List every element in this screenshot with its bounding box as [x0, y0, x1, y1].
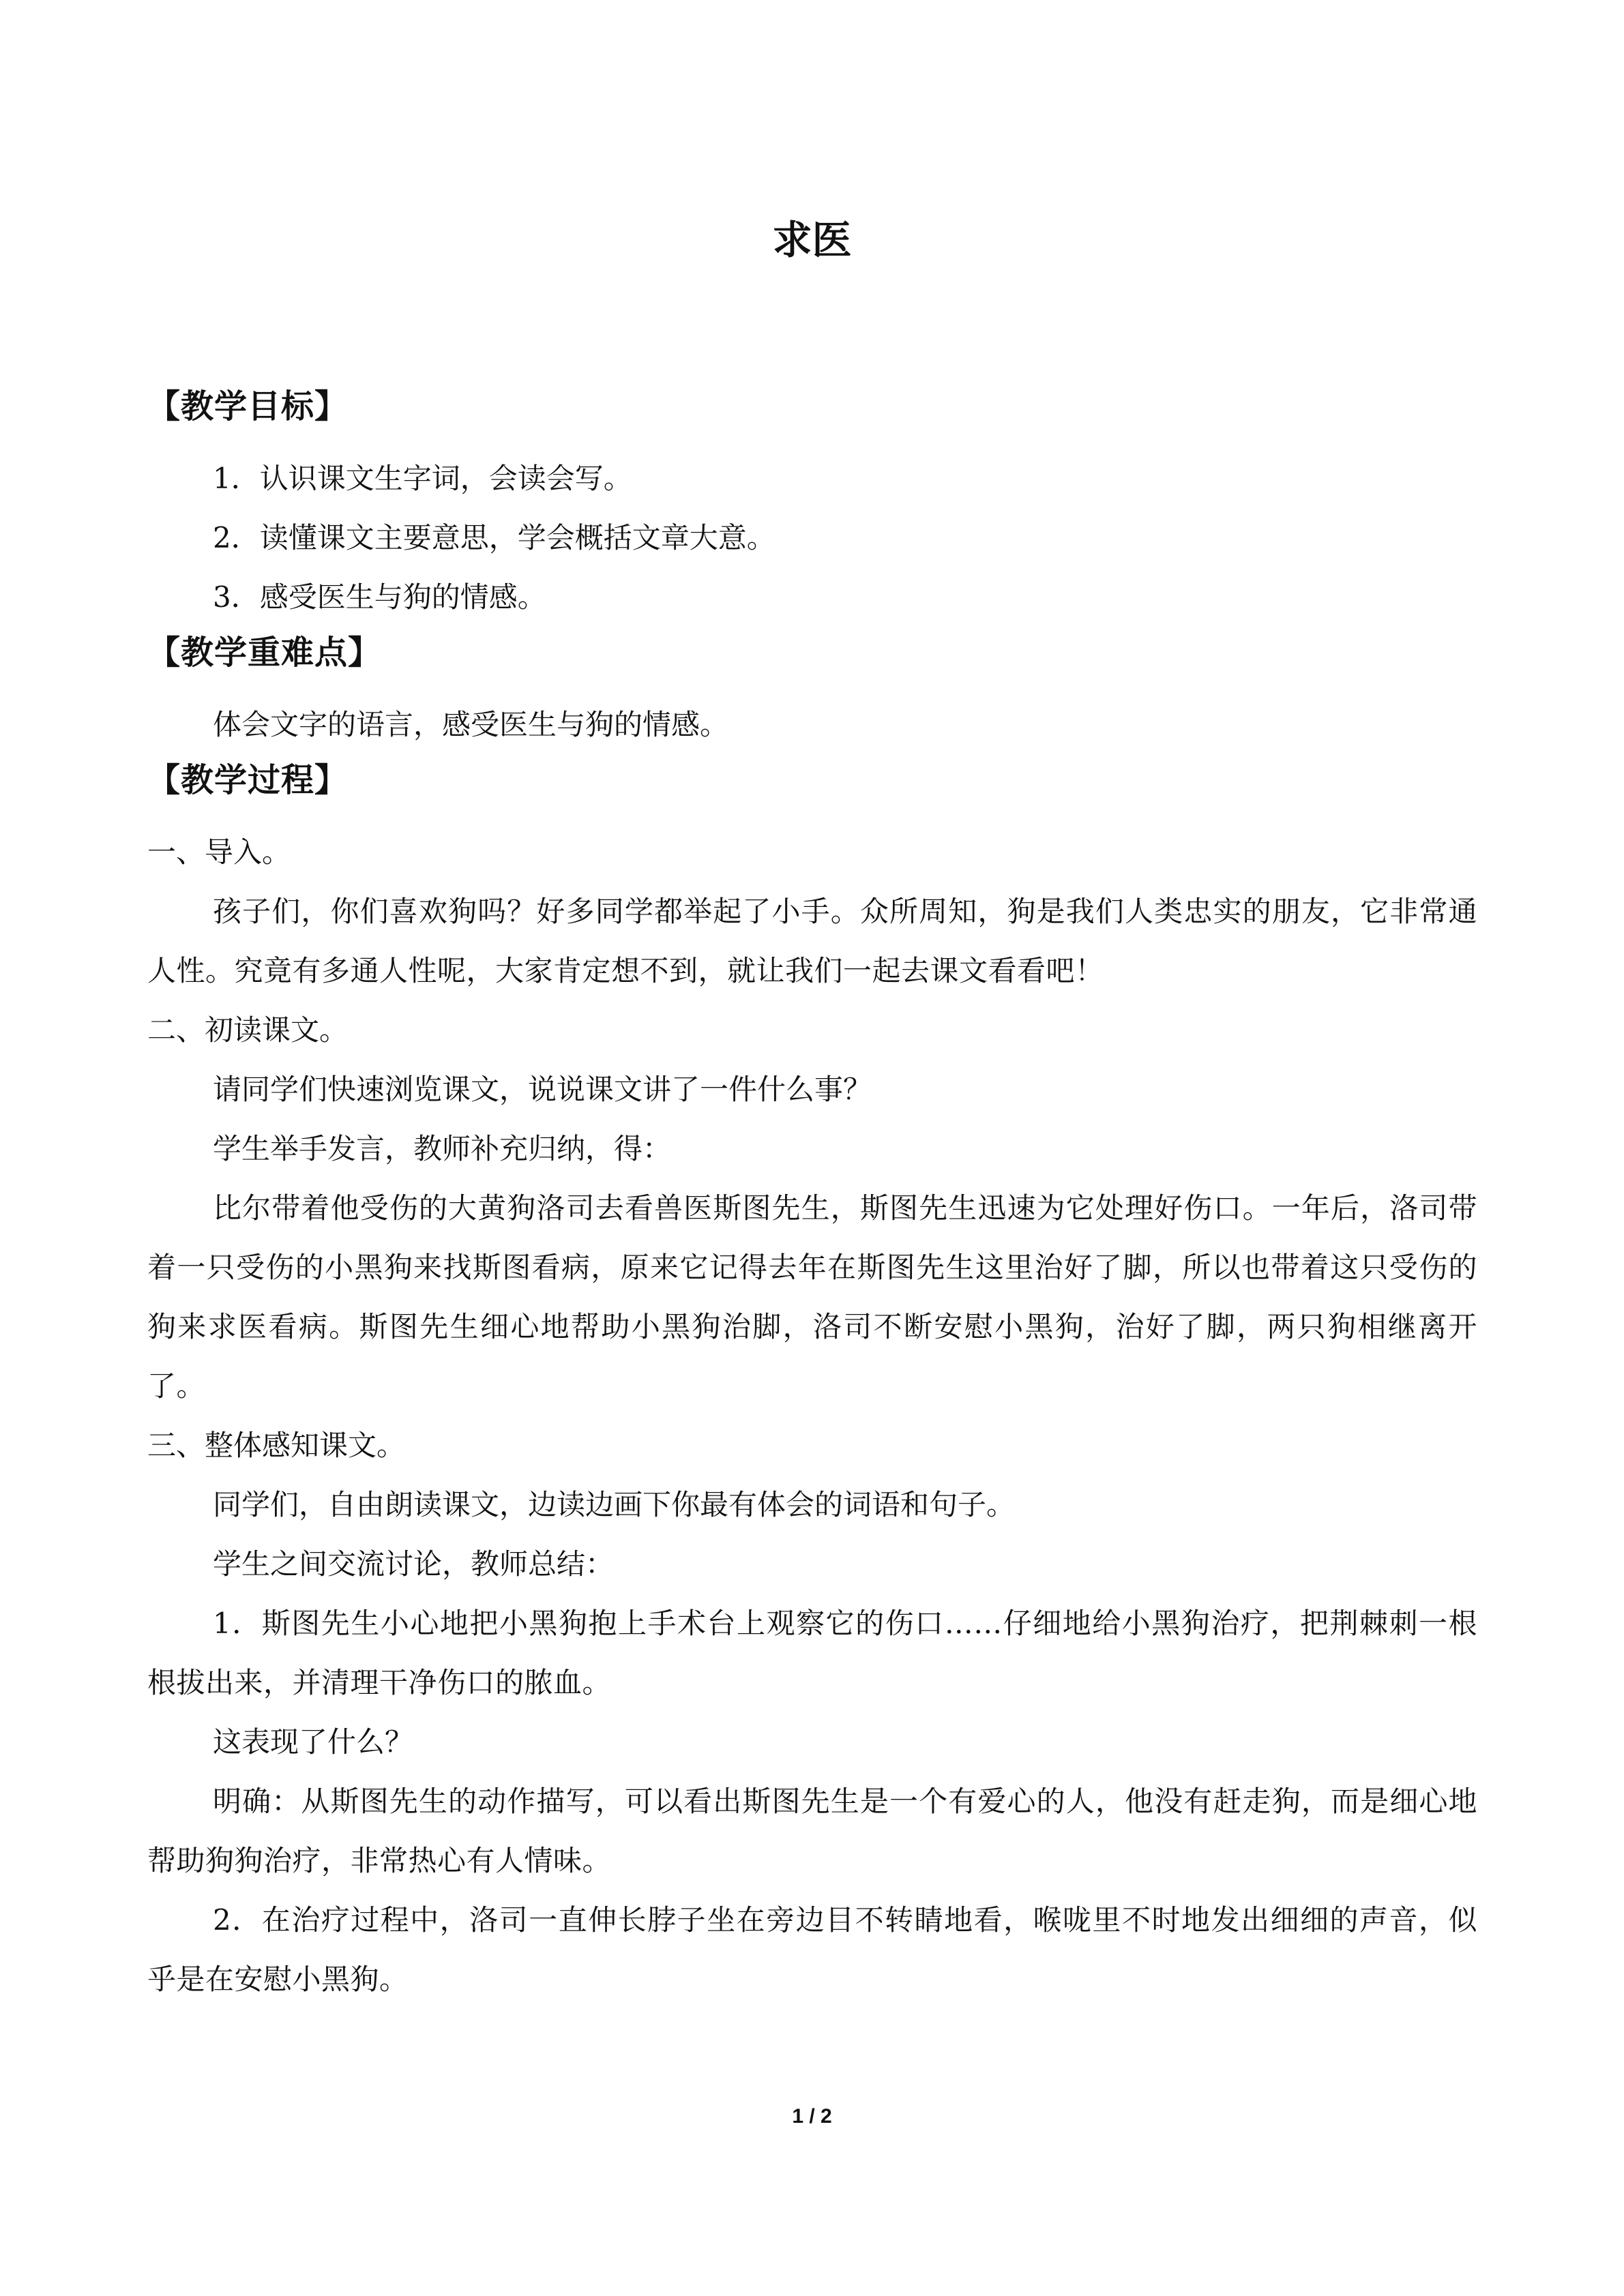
goal-item: 3．感受医生与狗的情感。 [213, 580, 546, 614]
focus-text: 体会文字的语言，感受医生与狗的情感。 [213, 708, 729, 741]
document-title: 求医 [772, 217, 852, 263]
paragraph: 明确：从斯图先生的动作描写，可以看出斯图先生是一个有爱心的人，他没有赶走狗，而是细心地帮助狗狗治疗，非常热心有人情味。 [147, 1785, 1477, 1877]
paragraph: 同学们，自由朗读课文，边读边画下你最有体会的词语和句子。 [213, 1488, 1016, 1521]
paragraph: 比尔带着他受伤的大黄狗洛司去看兽医斯图先生，斯图先生迅速为它处理好伤口。一年后，洛司带着一只受伤的小黑狗来找斯图看病，原来它记得去年在斯图先生这里治好了脚，所以也带着这只受伤的狗来求医看病。斯图先生细心地帮助小黑狗治脚，洛司不断安慰小黑狗，治好了脚，两只狗相继离开了。 [147, 1191, 1477, 1403]
goal-item: 1．认识课文生字词，会读会写。 [213, 462, 632, 495]
step-title: 一、导入。 [147, 835, 291, 869]
section-heading-focus: 【教学重难点】 [147, 633, 382, 672]
paragraph: 学生举手发言，教师补充归纳，得： [213, 1132, 672, 1165]
step-title: 二、初读课文。 [147, 1013, 349, 1047]
paragraph: 1．斯图先生小心地把小黑狗抱上手术台上观察它的伤口……仔细地给小黑狗治疗，把荆棘刺一根根拔出来，并清理干净伤口的脓血。 [147, 1607, 1477, 1699]
page-number: 1 / 2 [792, 2105, 832, 2128]
section-heading-process: 【教学过程】 [147, 761, 349, 799]
paragraph: 学生之间交流讨论，教师总结： [213, 1547, 615, 1581]
paragraph: 孩子们，你们喜欢狗吗？好多同学都举起了小手。众所周知，狗是我们人类忠实的朋友，它非常通人性。究竟有多通人性呢，大家肯定想不到，就让我们一起去课文看看吧！ [147, 895, 1477, 987]
goal-item: 2．读懂课文主要意思，学会概括文章大意。 [213, 521, 776, 554]
paragraph: 2．在治疗过程中，洛司一直伸长脖子坐在旁边目不转睛地看，喉咙里不时地发出细细的声音，似乎是在安慰小黑狗。 [147, 1903, 1477, 1996]
document-body [147, 382, 1477, 2009]
paragraph: 请同学们快速浏览课文，说说课文讲了一件什么事？ [213, 1073, 872, 1106]
paragraph: 这表现了什么？ [213, 1725, 414, 1759]
step-title: 三、整体感知课文。 [147, 1429, 406, 1462]
section-heading-goals: 【教学目标】 [147, 387, 349, 426]
